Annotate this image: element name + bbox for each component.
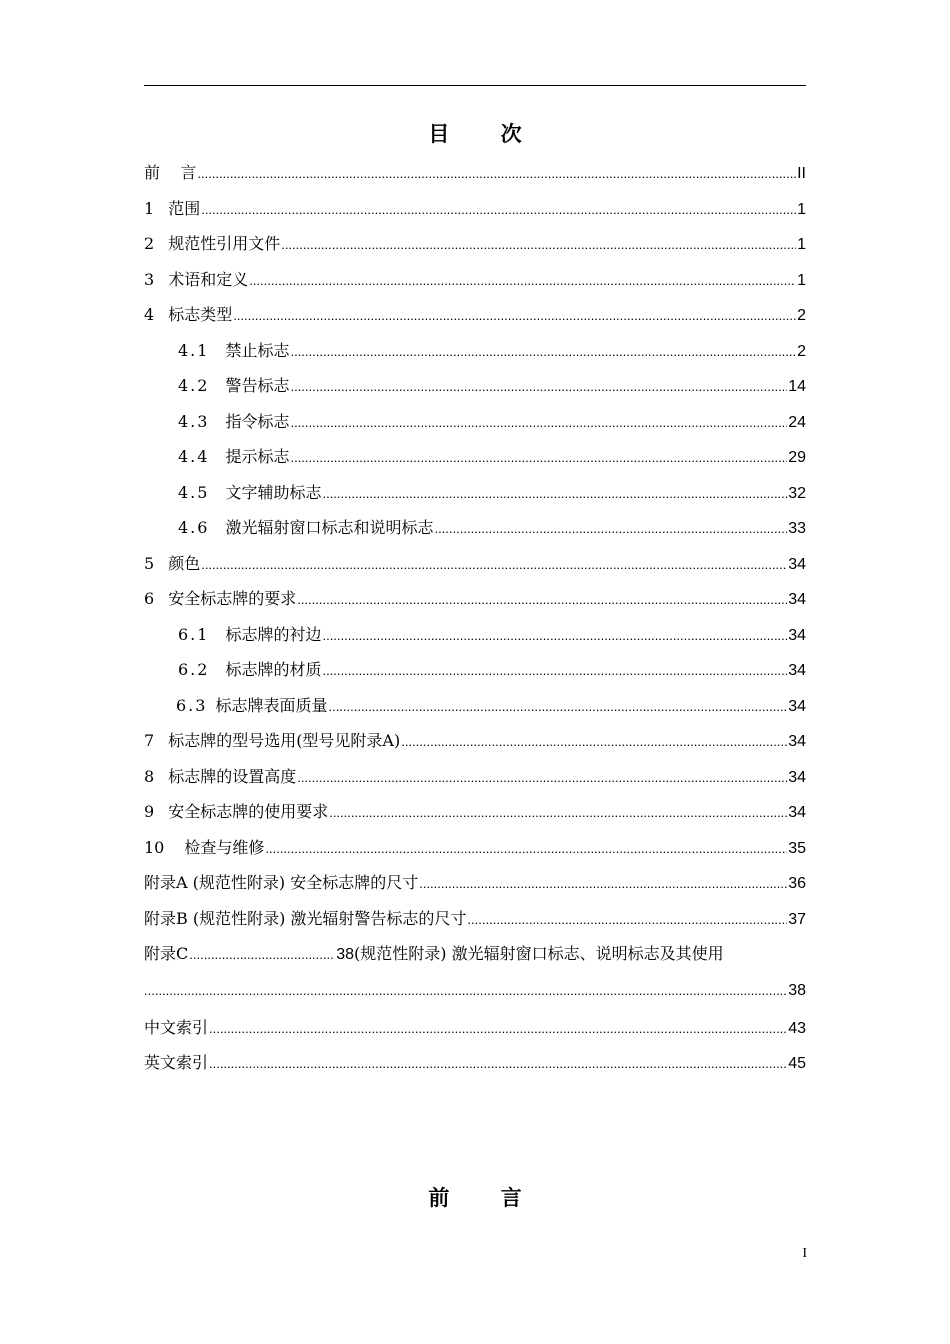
toc-entry-title: 标志牌的设置高度 [168,766,297,786]
toc-entry-title: 范围 [168,198,201,218]
toc-entry-page: 43 [788,1019,806,1037]
dot-leader [290,334,796,370]
toc-entry-title: 禁止标志 [225,340,290,360]
header-rule [144,85,806,86]
foreword-heading: 前 言 [428,1185,544,1210]
toc-entry-title: 指令标志 [225,411,290,431]
toc-entry-9[interactable] [144,794,806,830]
toc-entry-3[interactable] [144,262,806,298]
toc-entry-appendix-c-wrap[interactable] [144,972,806,1010]
dot-leader [434,511,787,547]
toc-entry-number: 6 [144,589,155,608]
toc-entry-page: 1 [797,236,806,253]
toc-entry-page: 34 [788,662,806,679]
toc-entry-title: 标志牌的型号选用(型号见附录A) [168,731,401,750]
toc-entry-4-3[interactable] [144,404,806,440]
toc-entry-page: 34 [788,591,806,608]
toc-entry-5[interactable] [144,546,806,582]
toc-entry-title: 标志牌表面质量 [215,695,328,715]
toc-entry-page: 38 [336,946,355,963]
dot-leader [297,760,787,796]
toc-entry-page: 32 [788,484,806,502]
toc-entry-title: 激光辐射窗口标志和说明标志 [225,518,434,537]
dot-leader [290,405,787,441]
dot-leader [322,653,787,689]
dot-leader [328,689,787,725]
toc-entry-number: 4.6 [178,518,210,537]
toc-entry-4-2[interactable] [144,368,806,404]
toc-entry-page: 29 [788,449,806,466]
toc-entry-number: 7 [144,731,155,750]
toc-entry-number: 4.4 [178,447,210,466]
toc-entry-number: 4.2 [178,376,210,395]
toc-entry-page: II [797,165,806,182]
toc-entry-english-index[interactable] [144,1045,806,1081]
toc-entry-4-4[interactable] [144,439,806,475]
toc-entry-chinese-index[interactable] [144,1010,806,1046]
toc-entry-page: 34 [788,768,806,786]
toc-entry-title: 术语和定义 [168,269,249,289]
toc-entry-number: 3 [144,269,155,289]
toc-entry-number: 4.5 [178,482,210,502]
dot-leader [322,476,787,512]
dot-leader [201,547,787,583]
toc-entry-title: 附录A (规范性附录) 安全标志牌的尺寸 [144,873,419,892]
toc-entry-page: 45 [788,1055,806,1072]
toc-entry-6-3[interactable] [144,688,806,724]
toc-entry-6-2[interactable] [144,652,806,688]
toc-entry-10[interactable] [144,830,806,866]
toc-entry-title: 中文索引 [144,1017,209,1037]
toc-entry-title: 警告标志 [225,376,290,395]
toc-entry-title: 安全标志牌的使用要求 [168,802,329,821]
dot-leader [209,1011,787,1047]
toc-entry-title: 标志牌的衬边 [225,624,322,644]
dot-leader [144,972,787,1010]
toc-entry-title: 提示标志 [225,447,290,466]
toc-entry-4[interactable] [144,297,806,333]
toc-entry-6-1[interactable] [144,617,806,653]
toc-entry-number: 6.2 [178,660,210,679]
toc-entry-6[interactable] [144,581,806,617]
toc-title: 目 次 [428,121,544,146]
dot-leader [419,866,787,902]
toc-entry-page: 24 [788,413,806,431]
toc-entry-8[interactable] [144,759,806,795]
toc-entry-title: 附录C [144,944,189,963]
dot-leader [401,724,787,760]
toc-entry-1[interactable] [144,191,806,227]
toc-entry-2[interactable] [144,226,806,262]
toc-entry-7[interactable] [144,723,806,759]
toc-entry-appendix-c[interactable] [144,936,806,972]
toc-entry-page: 36 [788,875,806,892]
toc-entry-number: 6.1 [178,624,210,644]
toc-entry-number: 10 [144,837,165,857]
dot-leader [209,1046,787,1082]
toc-entry-number: 8 [144,766,155,786]
toc-entry-appendix-a[interactable] [144,865,806,901]
toc-entry-page: 38 [788,981,806,999]
dot-leader [290,440,787,476]
dot-leader [265,831,787,867]
dot-leader [189,937,335,973]
dot-leader [467,902,787,938]
toc-entry-appendix-b[interactable] [144,901,806,937]
toc-entry-page: 1 [797,200,806,218]
dot-leader [290,369,787,405]
toc-entry-page: 14 [788,378,806,395]
toc-entry-number: 5 [144,553,155,573]
toc-entry-title: 标志类型 [168,305,233,324]
toc-entry-title: 安全标志牌的要求 [168,589,297,608]
toc-entry-page: 35 [788,839,806,857]
toc-entry-number: 1 [144,198,155,218]
toc-entry-4-1[interactable] [144,333,806,369]
toc-entry-title: 检查与维修 [184,837,265,857]
toc-entry-page: 34 [788,697,806,715]
toc-entry-title: 规范性引用文件 [168,234,281,253]
toc-entry-page: 37 [788,910,806,928]
toc-entry-title: 附录B (规范性附录) 激光辐射警告标志的尺寸 [144,908,467,928]
toc-entry-number: 4.1 [178,340,210,360]
toc-entry-page: 34 [788,733,806,750]
toc-entry-title: 英文索引 [144,1053,209,1072]
dot-leader [281,227,796,263]
toc-entry-title: 颜色 [168,553,201,573]
toc-list [144,155,806,1081]
dot-leader [322,618,787,654]
dot-leader [297,582,787,618]
toc-entry-page: 34 [788,626,806,644]
toc-entry-title: 文字辅助标志 [225,482,322,502]
toc-entry-page: 33 [788,520,806,537]
page-number: I [802,1246,807,1261]
toc-entry-number: 6.3 [176,695,208,715]
toc-entry-foreword[interactable] [144,155,806,191]
toc-entry-number: 4 [144,305,155,324]
dot-leader [233,298,796,334]
toc-entry-page: 1 [797,271,806,289]
toc-entry-4-5[interactable] [144,475,806,511]
toc-entry-number: 9 [144,802,155,821]
toc-entry-title: 标志牌的材质 [225,660,322,679]
dot-leader [201,192,796,228]
toc-entry-page: 2 [797,307,806,324]
toc-entry-page: 2 [797,342,806,360]
toc-entry-4-6[interactable] [144,510,806,546]
dot-leader [197,156,796,192]
dot-leader [249,263,796,299]
toc-entry-continuation: (规范性附录) 激光辐射窗口标志、说明标志及其使用 [354,944,724,963]
toc-entry-page: 34 [788,555,806,573]
toc-entry-page: 34 [788,804,806,821]
toc-entry-title: 前 言 [144,163,197,182]
dot-leader [329,795,787,831]
toc-entry-number: 4.3 [178,411,210,431]
toc-entry-number: 2 [144,234,155,253]
